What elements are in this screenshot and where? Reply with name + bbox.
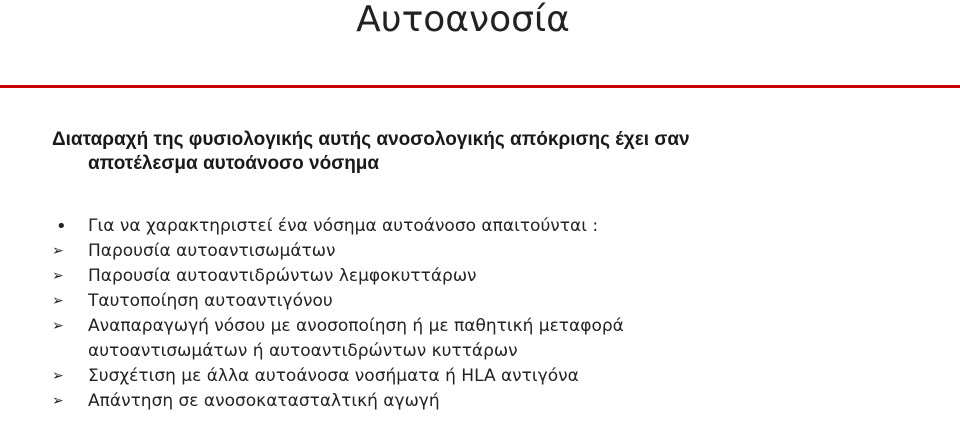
- arrow-icon: ➢: [52, 243, 64, 259]
- list-item: [52, 264, 932, 289]
- arrow-icon: ➢: [52, 268, 64, 284]
- title-divider: [0, 85, 960, 88]
- list-item-text-continued: αυτοαντισωμάτων ή αυτοαντιδρώντων κυττάρων: [88, 341, 518, 361]
- list-item: [52, 314, 932, 364]
- list-item: [52, 239, 932, 264]
- list-item: [52, 289, 932, 314]
- list-item: [52, 214, 932, 239]
- list-item-text: Συσχέτιση με άλλα αυτοάνοσα νοσήματα ή HLA αντιγόνα: [88, 366, 579, 386]
- intro-line-2: αποτέλεσμα αυτοάνοσο νόσημα: [88, 153, 380, 174]
- list-item-text: Παρουσία αυτοαντιδρώντων λεμφοκυττάρων: [88, 266, 477, 286]
- list-item: [52, 389, 932, 414]
- list-item-text: Για να χαρακτηριστεί ένα νόσημα αυτοάνοσο απαιτούνται :: [88, 216, 599, 236]
- intro-paragraph: [52, 128, 872, 176]
- criteria-list: [52, 214, 932, 414]
- arrow-icon: ➢: [52, 318, 64, 334]
- bullet-icon: •: [56, 216, 67, 237]
- arrow-icon: ➢: [52, 368, 64, 384]
- list-item-text: Ταυτοποίηση αυτοαντιγόνου: [88, 291, 333, 311]
- list-item-text: Αναπαραγωγή νόσου με ανοσοποίηση ή με παθητική μεταφορά: [88, 316, 624, 336]
- list-item-text: Απάντηση σε ανοσοκατασταλτική αγωγή: [88, 391, 440, 411]
- slide-title: Αυτοανοσία: [356, 0, 570, 40]
- intro-line-1: Διαταραχή της φυσιολογικής αυτής ανοσολογικής απόκρισης έχει σαν: [52, 129, 690, 150]
- list-item-text: Παρουσία αυτοαντισωμάτων: [88, 241, 336, 261]
- list-item: [52, 364, 932, 389]
- arrow-icon: ➢: [52, 393, 64, 409]
- arrow-icon: ➢: [52, 293, 64, 309]
